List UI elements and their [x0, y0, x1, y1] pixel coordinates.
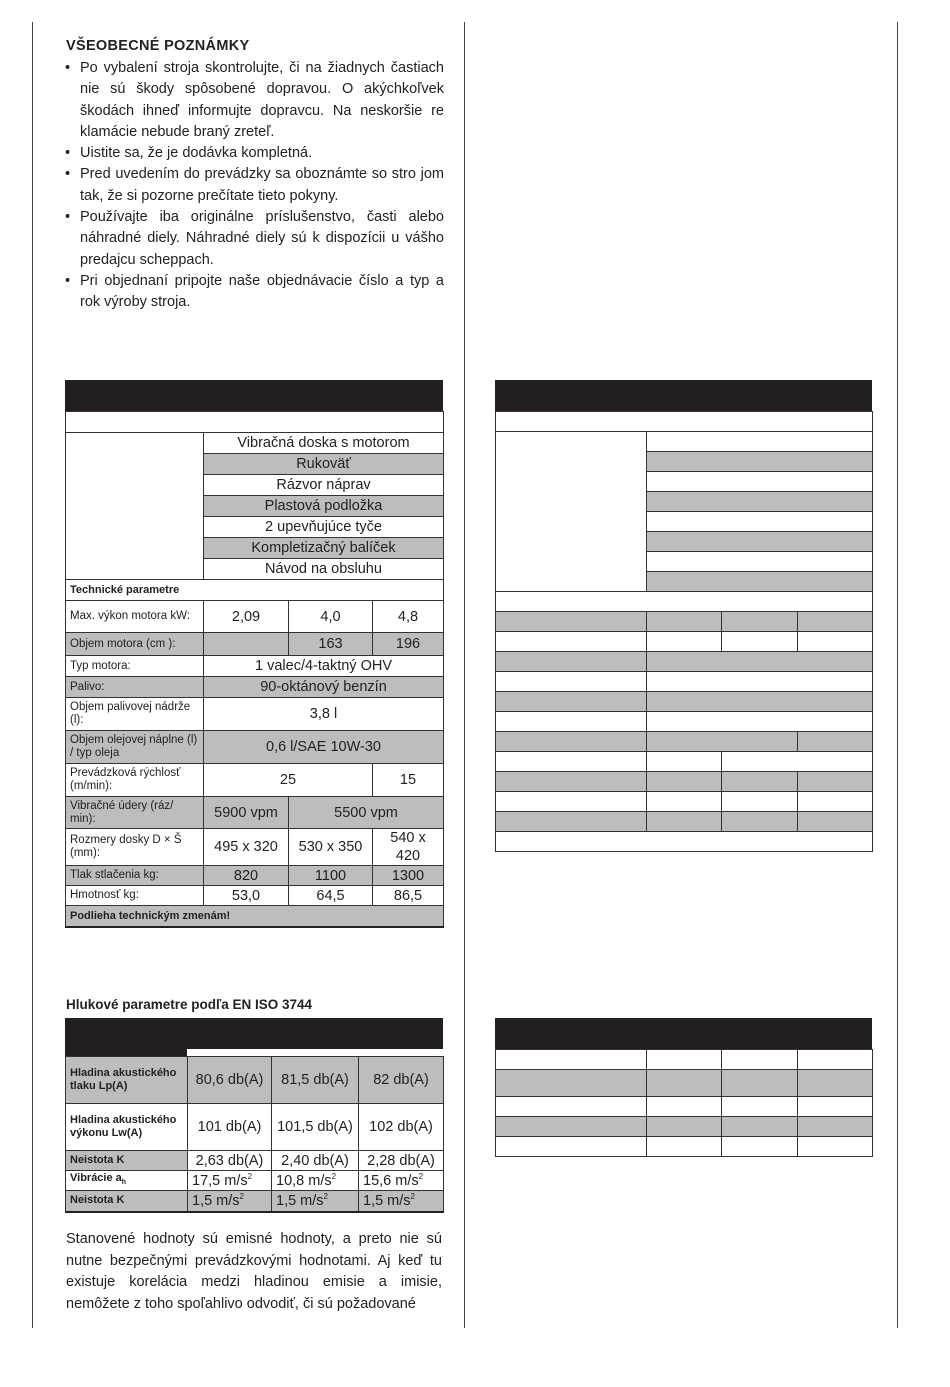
noise-value: 82 db(A): [359, 1057, 444, 1104]
spec-table-header-bar: [65, 380, 443, 411]
spec-value: 540 x 420: [373, 829, 444, 866]
noise-value-text: 15,6 m/s: [363, 1172, 419, 1189]
right-table-cell: [647, 792, 722, 812]
contents-item: Plastová podložka: [204, 496, 444, 517]
column-rule-middle: [464, 22, 465, 1328]
unit-superscript: 2: [418, 1172, 424, 1182]
spec-row: [66, 764, 444, 797]
noise-value: 102 db(A): [359, 1104, 444, 1151]
right-table-cell: [722, 612, 798, 632]
noise-label: Neistota K: [66, 1191, 188, 1212]
spec-row: [66, 886, 444, 906]
right-table-cell: [722, 752, 873, 772]
right-table-cell: [647, 472, 873, 492]
right-table-cell: [647, 532, 873, 552]
right-table-cell: [496, 1070, 647, 1097]
noise-label: Hladina akustického tlaku Lp(A): [66, 1057, 188, 1104]
spec-footer-note: Podlieha technickým zmenám!: [66, 906, 444, 927]
right-table-cell: [647, 1117, 722, 1137]
spec-row: [66, 698, 444, 731]
right-table-cell: [496, 1097, 647, 1117]
spec-value: 64,5: [289, 886, 373, 906]
right-table-cell: [647, 652, 873, 672]
column-rule-left: [32, 22, 33, 1328]
right-table-cell: [496, 632, 647, 652]
spec-subheader-row: [66, 412, 444, 433]
right-table-cell: [647, 712, 873, 732]
noise-row: [66, 1104, 444, 1151]
spec-value: 53,0: [204, 886, 289, 906]
spec-section-label: Technické parametre: [66, 580, 444, 601]
column-rule-right: [897, 22, 898, 1328]
noise-label: Neistota K: [66, 1151, 188, 1171]
noise-label-subscript: h: [121, 1179, 127, 1187]
right-table-cell: [798, 1050, 873, 1070]
noise-label-text: Vibrácie a: [70, 1171, 122, 1184]
right-table-cell: [647, 492, 873, 512]
note-item: • Uistite sa, že je dodávka kompletná.: [64, 143, 444, 164]
contents-item: Rukoväť: [204, 454, 444, 475]
spec-value: 163: [289, 633, 373, 656]
noise-value: 2,63 db(A): [188, 1151, 272, 1171]
noise-value: [272, 1171, 359, 1191]
noise-value: 101,5 db(A): [272, 1104, 359, 1151]
spec-value: 3,8 l: [204, 698, 444, 731]
right-table-cell: [647, 692, 873, 712]
noise-row: [66, 1191, 444, 1212]
noise-row: [66, 1171, 444, 1191]
right-table-cell: [496, 1050, 647, 1070]
right-table-cell: [798, 612, 873, 632]
noise-value-text: 1,5 m/s: [363, 1193, 411, 1210]
note-item: • Po vybalení stroja skontrolujte, či na žiadnych častiach nie sú škody spôsobené dopravou. O akýchkoľvek škodách ihneď informujte dopravcu. Na neskoršie re klamácie nebude braný zreteľ.: [64, 58, 444, 143]
right-table-cell: [496, 672, 647, 692]
noise-value: 81,5 db(A): [272, 1057, 359, 1104]
unit-superscript: 2: [323, 1192, 328, 1202]
right-table-cell: [647, 672, 873, 692]
right-table-cell: [798, 632, 873, 652]
right-noise-table-header-bar: [495, 1018, 872, 1049]
spec-label: Hmotnosť kg:: [66, 886, 204, 906]
right-spec-table: [495, 411, 873, 852]
right-spec-table-header-bar: [495, 380, 872, 411]
noise-value: [188, 1191, 272, 1212]
right-table-cell: [496, 612, 647, 632]
right-table-cell: [722, 792, 798, 812]
noise-value: 2,40 db(A): [272, 1151, 359, 1171]
contents-item: Návod na obsluhu: [204, 559, 444, 580]
right-table-cell: [496, 812, 647, 832]
spec-value: 25: [204, 764, 373, 797]
right-table-cell: [798, 1117, 873, 1137]
right-table-cell: [798, 1097, 873, 1117]
right-table-cell: [647, 632, 722, 652]
noise-table-title: Hlukové parametre podľa EN ISO 3744: [66, 997, 313, 1012]
note-item: • Pred uvedením do prevádzky sa oboznámte so stro jom tak, že si pozorne prečítate tieto pokyny.: [64, 164, 444, 207]
right-table-cell: [647, 1070, 722, 1097]
right-table-cell: [722, 632, 798, 652]
contents-label-cell: [66, 433, 204, 580]
right-table-cell: [647, 732, 798, 752]
contents-item: Rázvor náprav: [204, 475, 444, 496]
right-table-row: [496, 592, 873, 612]
spec-value: 820: [204, 866, 289, 886]
right-table-cell: [647, 752, 722, 772]
noise-value: [359, 1171, 444, 1191]
right-table-row: [496, 832, 873, 852]
noise-label: [66, 1171, 188, 1191]
contents-item: Kompletizačný balíček: [204, 538, 444, 559]
spec-value: 15: [373, 764, 444, 797]
noise-value: [272, 1191, 359, 1212]
noise-value: [188, 1171, 272, 1191]
spec-value: [204, 633, 289, 656]
spec-label: Vibračné údery (ráz/ min):: [66, 797, 204, 829]
spec-value: 196: [373, 633, 444, 656]
spec-label: Rozmery dosky D × Š (mm):: [66, 829, 204, 866]
right-table-cell: [496, 1137, 647, 1157]
spec-value: 5900 vpm: [204, 797, 289, 829]
contents-item: 2 upevňujúce tyče: [204, 517, 444, 538]
right-table-row: [496, 412, 873, 432]
spec-value: 1300: [373, 866, 444, 886]
spec-value: 1 valec/4-taktný OHV: [204, 656, 444, 677]
right-table-cell: [722, 772, 798, 792]
spec-label: Prevádzková rýchlosť (m/min):: [66, 764, 204, 797]
right-table-cell: [496, 792, 647, 812]
right-table-cell: [798, 812, 873, 832]
spec-label: Objem olejovej náplne (l) / typ oleja: [66, 731, 204, 764]
spec-value: 90-oktánový benzín: [204, 677, 444, 698]
right-table-cell: [647, 432, 873, 452]
spec-label: Objem motora (cm ):: [66, 633, 204, 656]
right-table-cell: [647, 552, 873, 572]
unit-superscript: 2: [410, 1192, 415, 1202]
noise-table-header-bar: [65, 1018, 443, 1049]
general-notes-list: [64, 58, 444, 314]
right-table-cell: [647, 572, 873, 592]
emission-paragraph: Stanovené hodnoty sú emisné hodnoty, a preto nie sú nutne bezpečnými prevádzkovými hodnotami. Aj keď tu existuje korelácia medzi hladinou emisie a imisie, nemôžete z toho spoľahlivo odvodiť, či sú požadované: [66, 1231, 442, 1312]
noise-value: 2,28 db(A): [359, 1151, 444, 1171]
spec-value: 86,5: [373, 886, 444, 906]
right-table-cell: [798, 792, 873, 812]
right-noise-table: [495, 1049, 873, 1157]
note-item: • Používajte iba originálne príslušenstvo, časti alebo náhradné diely. Náhradné diely sú k dispozícii u vášho predajcu scheppach.: [64, 207, 444, 271]
right-table-cell: [798, 1070, 873, 1097]
spec-row: [66, 633, 444, 656]
noise-value-text: 17,5 m/s: [192, 1172, 248, 1189]
right-table-cell: [722, 812, 798, 832]
right-table-cell: [647, 452, 873, 472]
noise-table: [65, 1056, 444, 1213]
right-table-cell: [722, 1137, 798, 1157]
noise-table-header-tab: [65, 1049, 187, 1056]
right-table-cell: [722, 1097, 798, 1117]
noise-value-text: 1,5 m/s: [192, 1193, 240, 1210]
spec-value: 2,09: [204, 601, 289, 633]
spec-label: Typ motora:: [66, 656, 204, 677]
spec-value: 4,8: [373, 601, 444, 633]
spec-label: Objem palivovej nádrže (l):: [66, 698, 204, 731]
right-table-cell: [798, 772, 873, 792]
spec-row: [66, 656, 444, 677]
right-table-cell: [722, 1050, 798, 1070]
spec-value: 5500 vpm: [289, 797, 444, 829]
right-table-cell: [647, 772, 722, 792]
spec-value: 0,6 l/SAE 10W-30: [204, 731, 444, 764]
spec-label: Palivo:: [66, 677, 204, 698]
spec-row: [66, 797, 444, 829]
noise-value: 101 db(A): [188, 1104, 272, 1151]
right-table-cell: [798, 1137, 873, 1157]
right-table-cell: [496, 732, 647, 752]
general-notes-heading: VŠEOBECNÉ POZNÁMKY: [66, 38, 250, 54]
right-table-cell: [496, 772, 647, 792]
spec-row: [66, 601, 444, 633]
right-table-cell: [496, 692, 647, 712]
spec-table: [65, 411, 444, 928]
right-table-cell: [496, 432, 647, 592]
unit-superscript: 2: [247, 1172, 253, 1182]
spec-row: [66, 677, 444, 698]
noise-value-text: 1,5 m/s: [276, 1193, 324, 1210]
right-table-cell: [496, 652, 647, 672]
spec-value: 1100: [289, 866, 373, 886]
right-table-cell: [496, 712, 647, 732]
note-item: • Pri objednaní pripojte naše objednávacie číslo a typ a rok výroby stroja.: [64, 271, 444, 314]
right-table-cell: [647, 1097, 722, 1117]
unit-superscript: 2: [239, 1192, 244, 1202]
right-table-cell: [647, 1050, 722, 1070]
noise-value: 80,6 db(A): [188, 1057, 272, 1104]
spec-label: Tlak stlačenia kg:: [66, 866, 204, 886]
right-table-cell: [496, 1117, 647, 1137]
right-table-cell: [722, 1070, 798, 1097]
noise-label: Hladina akustického výkonu Lw(A): [66, 1104, 188, 1151]
noise-row: [66, 1057, 444, 1104]
noise-value: [359, 1191, 444, 1212]
contents-item: Vibračná doska s motorom: [204, 433, 444, 454]
unit-superscript: 2: [331, 1172, 337, 1182]
right-table-cell: [647, 812, 722, 832]
spec-row: [66, 866, 444, 886]
right-table-cell: [647, 612, 722, 632]
right-table-cell: [647, 1137, 722, 1157]
noise-value-text: 10,8 m/s: [276, 1172, 332, 1189]
spec-row: [66, 731, 444, 764]
spec-value: 495 x 320: [204, 829, 289, 866]
right-table-cell: [722, 1117, 798, 1137]
right-table-cell: [647, 512, 873, 532]
spec-row: [66, 829, 444, 866]
spec-value: 4,0: [289, 601, 373, 633]
right-table-cell: [798, 732, 873, 752]
noise-row: [66, 1151, 444, 1171]
spec-value: 530 x 350: [289, 829, 373, 866]
spec-label: Max. výkon motora kW:: [66, 601, 204, 633]
right-table-cell: [496, 752, 647, 772]
